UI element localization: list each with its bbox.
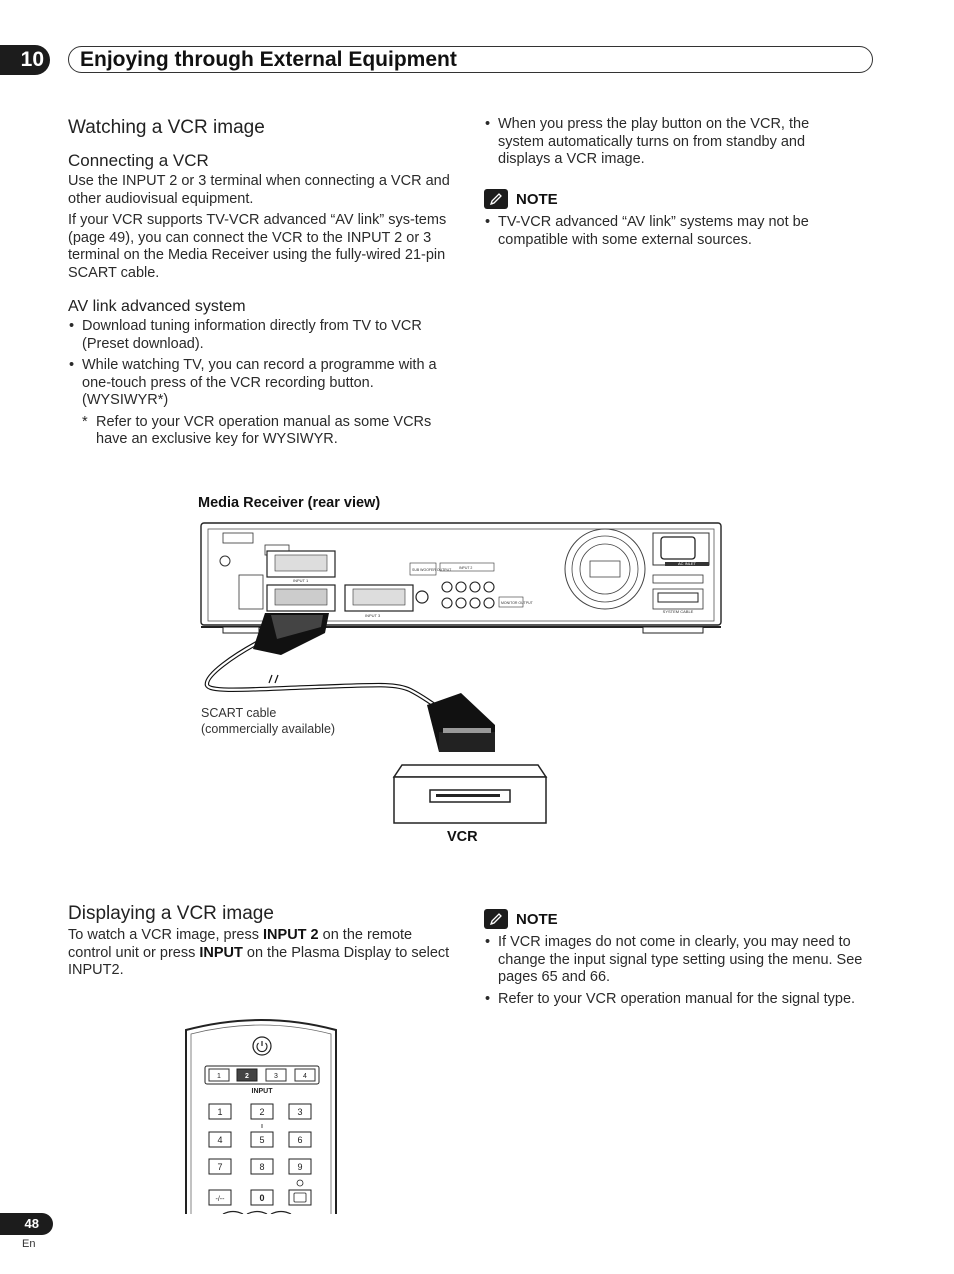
note-bullet: • If VCR images do not come in clearly, you may need to change the input signal type setting using the menu. See pages 65 and 66.: [484, 934, 864, 987]
input-button-label: 3: [274, 1073, 278, 1080]
section-title-displaying: Displaying a VCR image: [68, 903, 274, 924]
vcr-caption: VCR: [447, 829, 478, 845]
avlink-bullet: • While watching TV, you can record a programme with a one-touch press of the VCR recording button. (WYSIWYR*): [68, 357, 458, 410]
cable-caption-line-1: SCART cable: [201, 706, 277, 720]
note-heading-1: [484, 189, 558, 209]
page-number: 48: [0, 1213, 53, 1235]
chapter-title: Enjoying through External Equipment: [80, 48, 457, 71]
connection-diagram: [195, 515, 735, 765]
section-title-watching: Watching a VCR image: [68, 117, 265, 138]
remote-control: [183, 1016, 339, 1214]
displaying-text-part: on the Plasma Display to select INPUT2.: [68, 944, 450, 978]
subsection-title-connecting: Connecting a VCR: [68, 151, 209, 170]
input1-label: INPUT 1: [293, 578, 309, 583]
note-bullet: • Refer to your VCR operation manual for the signal type.: [484, 991, 864, 1009]
avlink-text: [68, 318, 458, 449]
connecting-paragraph-2: If your VCR supports TV-VCR advanced “AV link” sys-tems (page 49), you can connect the VCR to the INPUT 2 or 3 terminal on the Media Receiver using the fully-wired 21-pin SCART cable.: [68, 212, 447, 281]
key-label: 2: [259, 1107, 265, 1117]
play-bullet: • When you press the play button on the VCR, the system automatically turns on from standby and displays a VCR image.: [484, 116, 849, 169]
input-label: INPUT: [251, 1088, 273, 1095]
key-label: 0: [259, 1193, 265, 1203]
subsection-title-avlink: AV link advanced system: [68, 298, 246, 315]
displaying-text-part: on the remote control unit or press: [68, 927, 413, 961]
note-2-text: [484, 934, 864, 1012]
sub-woofer-label: SUB WOOFER OUTPUT: [412, 568, 452, 572]
avlink-footnote: * Refer to your VCR operation manual as some VCRs have an exclusive key for WYSIWYR.: [68, 414, 458, 449]
input-key: INPUT: [199, 944, 243, 961]
avlink-bullet: • Download tuning information directly from TV to VCR (Preset download).: [68, 318, 458, 353]
note-label: NOTE: [516, 190, 558, 208]
receiver-caption: Media Receiver (rear view): [198, 495, 381, 511]
chapter-number: 10: [0, 45, 50, 75]
input3-label: INPUT 3: [365, 613, 381, 618]
input2-key: INPUT 2: [263, 927, 319, 943]
input-button-label: 1: [217, 1073, 221, 1080]
key-label: 6: [297, 1135, 303, 1145]
key-label: -/--: [215, 1196, 225, 1203]
key-label: 7: [217, 1162, 223, 1172]
input2-rca-label: INPUT 2: [459, 566, 473, 570]
vcr-unit: [392, 763, 548, 825]
key-info: [289, 1190, 311, 1205]
system-cable-label: SYSTEM CABLE: [662, 609, 694, 614]
note-1-text: [484, 214, 849, 253]
key-label: 5: [259, 1135, 265, 1145]
key-label: 3: [297, 1107, 303, 1117]
note-label: NOTE: [516, 910, 558, 928]
displaying-text-part: To watch a VCR image, press: [68, 927, 264, 943]
ac-inlet-label: AC INLET: [677, 561, 697, 566]
language-code: En: [22, 1238, 36, 1250]
key-label: 4: [217, 1135, 223, 1145]
connecting-text: [68, 173, 458, 286]
input-button-label: 2: [245, 1073, 249, 1080]
connecting-paragraph-1: Use the INPUT 2 or 3 terminal when connecting a VCR and other audiovisual equipment.: [68, 173, 450, 207]
note-heading-2: [484, 909, 558, 929]
pencil-icon: [484, 189, 508, 209]
displaying-text: [68, 927, 458, 980]
scart-cable: [207, 643, 445, 713]
right-text: [484, 116, 849, 173]
monitor-output-label: MONITOR OUTPUT: [501, 601, 533, 605]
key-label: 8: [259, 1162, 265, 1172]
input-button-label: 4: [303, 1073, 307, 1080]
key-label: 9: [297, 1162, 303, 1172]
note-bullet: • TV-VCR advanced “AV link” systems may not be compatible with some external sources.: [484, 214, 849, 249]
key-label: 1: [217, 1107, 223, 1117]
pencil-icon: [484, 909, 508, 929]
cable-caption-line-2: (commercially available): [201, 722, 336, 736]
